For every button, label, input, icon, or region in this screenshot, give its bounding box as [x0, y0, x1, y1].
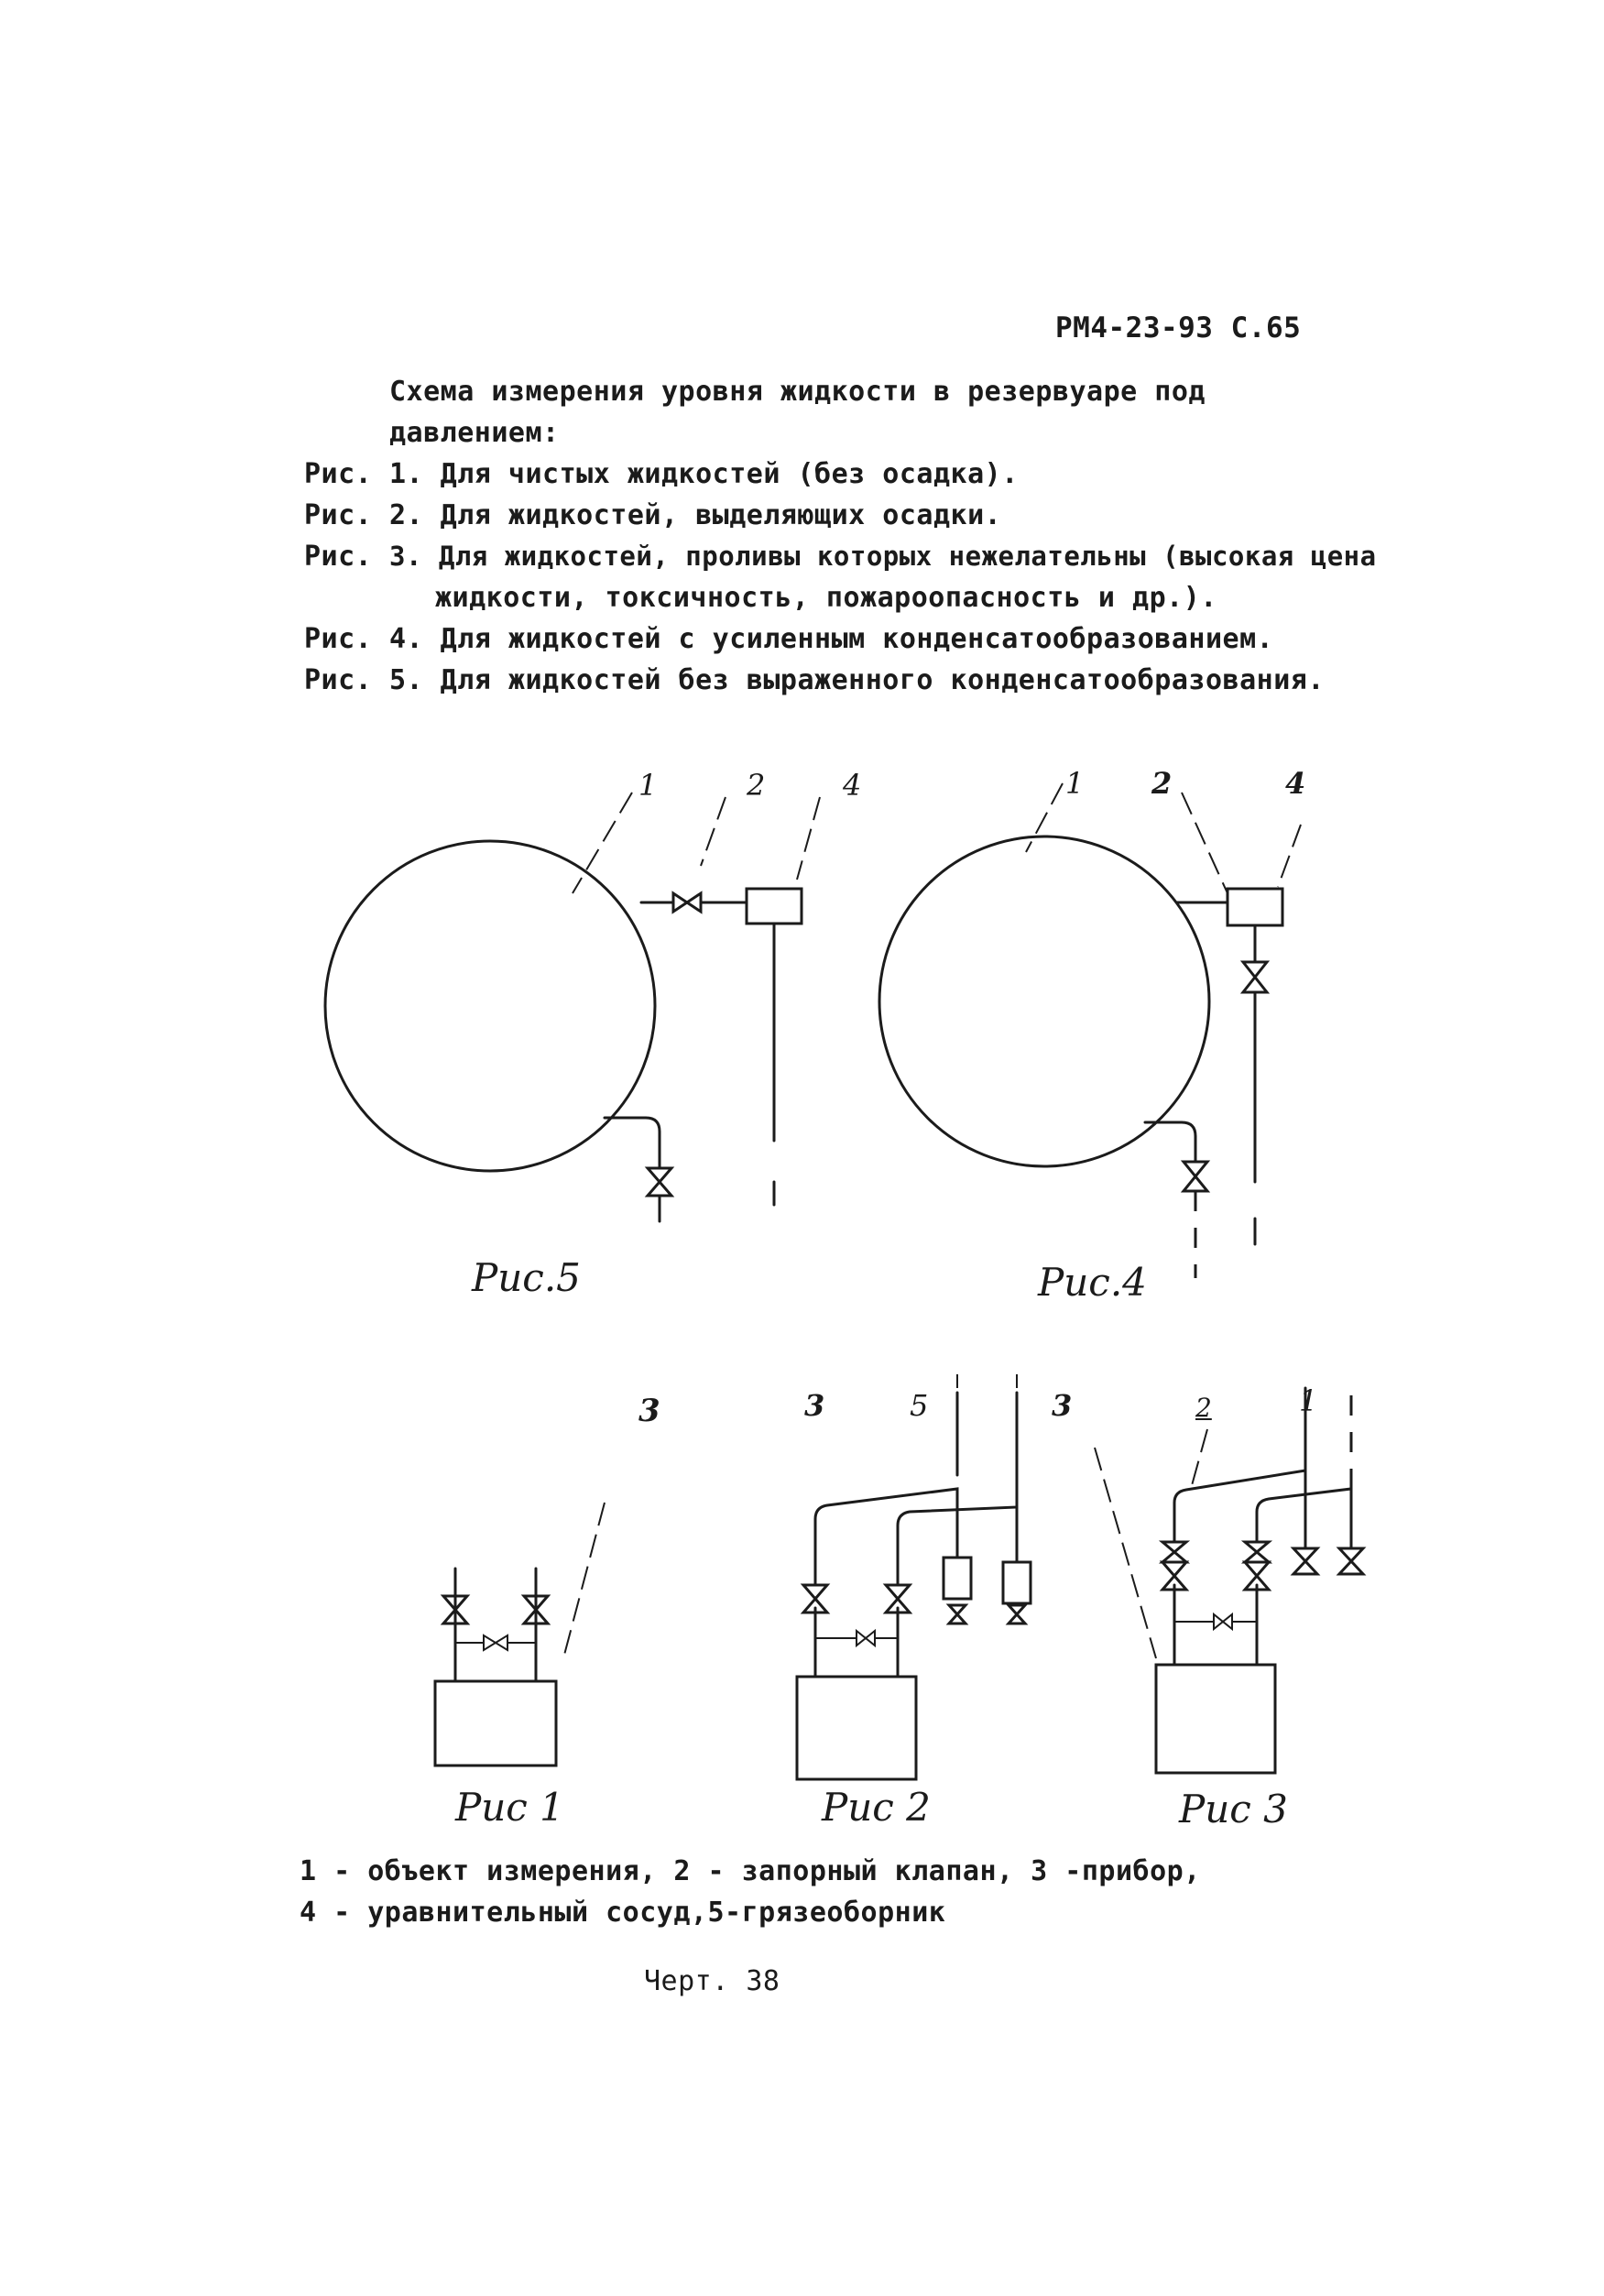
- figure-list-prefix: Рис.: [304, 623, 373, 655]
- fig3-valve-left-upper: [1162, 1542, 1186, 1562]
- fig5-diagram: [325, 793, 820, 1221]
- fig2-callout-5: 5: [910, 1388, 929, 1423]
- fig3-diagram: [1095, 1388, 1363, 1773]
- fig3-callout-2: 2: [1195, 1393, 1212, 1423]
- intro-line-1: Схема измерения уровня жидкости в резервуаре под: [389, 376, 1206, 408]
- fig4-tank: [879, 836, 1209, 1166]
- fig1-callout-3: 3: [638, 1393, 660, 1429]
- figure-list-prefix: Рис.: [304, 664, 373, 696]
- fig4-callout-2: 2: [1151, 766, 1173, 801]
- fig5-callout-4: 4: [843, 768, 862, 803]
- fig4-diagram: [879, 783, 1301, 1278]
- figure-list-item: 1. Для чистых жидкостей (без осадка).: [389, 458, 1019, 490]
- figure-list-prefix: Рис.: [304, 458, 373, 490]
- fig3-bypass-valve: [1214, 1614, 1232, 1629]
- fig1-caption: Рис 1: [455, 1785, 564, 1830]
- fig5-caption: Рис.5: [472, 1255, 581, 1300]
- fig5-callout-2: 2: [747, 768, 766, 803]
- fig3-valve-outlet-left: [1293, 1548, 1317, 1574]
- fig2-sediment-trap-right: [1003, 1562, 1031, 1603]
- figure-list-prefix: Рис.: [304, 499, 373, 531]
- fig2-callout-3: 3: [804, 1388, 825, 1423]
- fig2-trap-valve-right: [1009, 1605, 1025, 1624]
- fig1-instrument: [435, 1681, 556, 1766]
- fig2-caption: Рис 2: [822, 1785, 931, 1830]
- fig1-bypass-valve: [484, 1635, 507, 1650]
- fig3-valve-right-upper: [1245, 1542, 1269, 1562]
- fig4-valve-upper: [1243, 962, 1267, 992]
- fig5-callout-1: 1: [638, 768, 658, 803]
- fig2-diagram: [797, 1374, 1031, 1779]
- figure-list-item: 4. Для жидкостей с усиленным конденсатообразованием.: [389, 623, 1274, 655]
- fig5-tank: [325, 841, 655, 1171]
- figure-list-prefix: Рис.: [304, 541, 373, 573]
- fig4-caption: Рис.4: [1038, 1260, 1147, 1305]
- document-code: РМ4-23-93 С.65: [1055, 312, 1302, 344]
- fig5-equalizing-vessel: [747, 889, 802, 924]
- fig4-callout-4: 4: [1285, 766, 1306, 801]
- fig2-instrument: [797, 1677, 916, 1779]
- fig5-valve: [673, 893, 701, 912]
- intro-line-2: давлением:: [389, 417, 560, 449]
- fig4-equalizing-vessel: [1228, 889, 1282, 925]
- fig3-valve-outlet-right: [1339, 1548, 1363, 1574]
- fig1-diagram: [435, 1503, 605, 1766]
- figure-list-item: жидкости, токсичность, пожароопасность и др.).: [435, 582, 1217, 614]
- figure-list-item: 5. Для жидкостей без выраженного конденсатообразования.: [389, 664, 1325, 696]
- fig3-instrument: [1156, 1665, 1275, 1773]
- fig3-callout-1: 1: [1299, 1383, 1318, 1418]
- figure-list-item: 2. Для жидкостей, выделяющих осадки.: [389, 499, 1002, 531]
- fig2-bypass-valve: [857, 1631, 875, 1645]
- fig3-callout-3: 3: [1052, 1388, 1073, 1423]
- legend-line-1: 1 - объект измерения, 2 - запорный клапан, 3 -прибор,: [300, 1855, 1201, 1887]
- legend-line-2: 4 - уравнительный сосуд,5-грязеоборник: [300, 1897, 946, 1929]
- fig3-caption: Рис 3: [1179, 1787, 1288, 1831]
- fig4-drain-valve: [1184, 1162, 1207, 1191]
- fig5-drain-valve: [648, 1168, 671, 1196]
- chart-number: Черт. 38: [644, 1965, 780, 1997]
- fig4-callout-1: 1: [1065, 766, 1085, 801]
- fig2-sediment-trap-left: [944, 1558, 971, 1599]
- figure-list-item: 3. Для жидкостей, проливы которых нежелательны (высокая цена: [389, 541, 1377, 572]
- fig2-trap-valve-left: [949, 1605, 966, 1624]
